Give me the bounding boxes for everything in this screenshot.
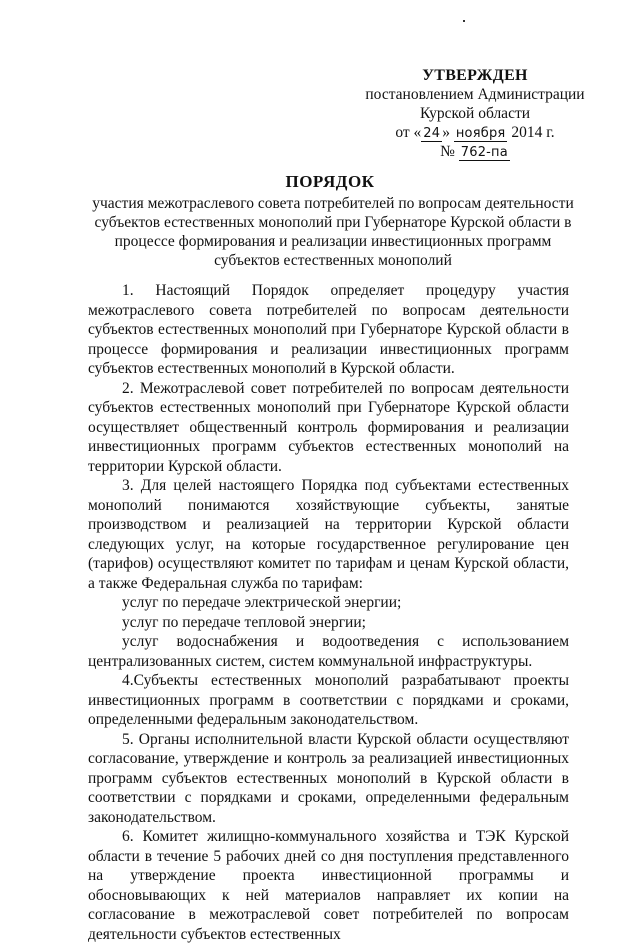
approval-title: УТВЕРЖДЕН — [422, 67, 528, 84]
document-body — [88, 281, 569, 944]
document-title: ПОРЯДОК — [285, 172, 375, 191]
approval-line-2: Курской области — [419, 105, 531, 122]
list-item-electricity: услуг по передаче электрической энергии; — [122, 594, 402, 611]
scan-speck — [463, 20, 465, 22]
number-value: 762-па — [460, 145, 508, 160]
date-day: 24 — [423, 126, 441, 141]
paragraph-3: 3. Для целей настоящего Порядка под субъектами естественных монополий понимаются хозяйствующие субъекты, занятые производством и реализацией на территории Курской области следующих услуг, на которые государственное регулирование цен (тарифов) осуществляют комитет по тарифам и ценам Курской области, а также Федеральная служба по тарифам: — [88, 477, 569, 592]
date-month: ноября — [455, 126, 506, 141]
approval-line-1: постановлением Администрации — [365, 86, 585, 103]
paragraph-1: 1. Настоящий Порядок определяет процедуру участия межотраслевого совета потребителей по вопросам деятельности субъектов естественных монополий при Губернаторе Курской области в процессе формирования и реализации инвестиционных программ субъектов естественных монополий в Курской области. — [88, 282, 569, 377]
list-item-water: услуг водоснабжения и водоотведения с использованием централизованных систем, систем коммунальной инфраструктуры. — [88, 633, 569, 670]
paragraph-6: 6. Комитет жилищно-коммунального хозяйства и ТЭК Курской области в течение 5 рабочих дней со дня поступления представленного на утверждение проекта инвестиционной программы и обосновывающих к ней материалов направляет их копии на согласование в межотраслевой совет потребителей по вопросам деятельности субъектов естественных — [88, 828, 569, 943]
approval-date — [330, 123, 620, 142]
number-prefix: № — [440, 143, 455, 160]
approval-block — [330, 66, 620, 161]
paragraph-5: 5. Органы исполнительной власти Курской области осуществляют согласование, утверждение и контроль за реализацией инвестиционных программ субъектов естественных монополий в Курской области в соответствии с порядками и сроками, определенными федеральным законодательством. — [88, 730, 569, 826]
date-prefix: от « — [395, 124, 422, 141]
list-item-heat: услуг по передаче тепловой энергии; — [122, 613, 366, 631]
approval-number — [330, 142, 620, 161]
paragraph-4: 4.Субъекты естественных монополий разрабатывают проекты инвестиционных программ в соответствии с порядками и сроками, определенными федеральным законодательством. — [88, 672, 569, 728]
paragraph-2: 2. Межотраслевой совет потребителей по вопросам деятельности субъектов естественных монополий при Губернаторе Курской области осуществляет общественный контроль формирования и реализации инвестиционных программ субъектов естественных монополий на территории Курской области. — [88, 379, 569, 475]
date-mid: » — [442, 124, 454, 141]
document-subtitle: участия межотраслевого совета потребителей по вопросам деятельности субъектов естественных монополий при Губернаторе Курской области в процессе формирования и реализации инвестиционных программ субъектов естественных монополий — [92, 195, 574, 269]
date-year: 2014 г. — [511, 124, 555, 141]
